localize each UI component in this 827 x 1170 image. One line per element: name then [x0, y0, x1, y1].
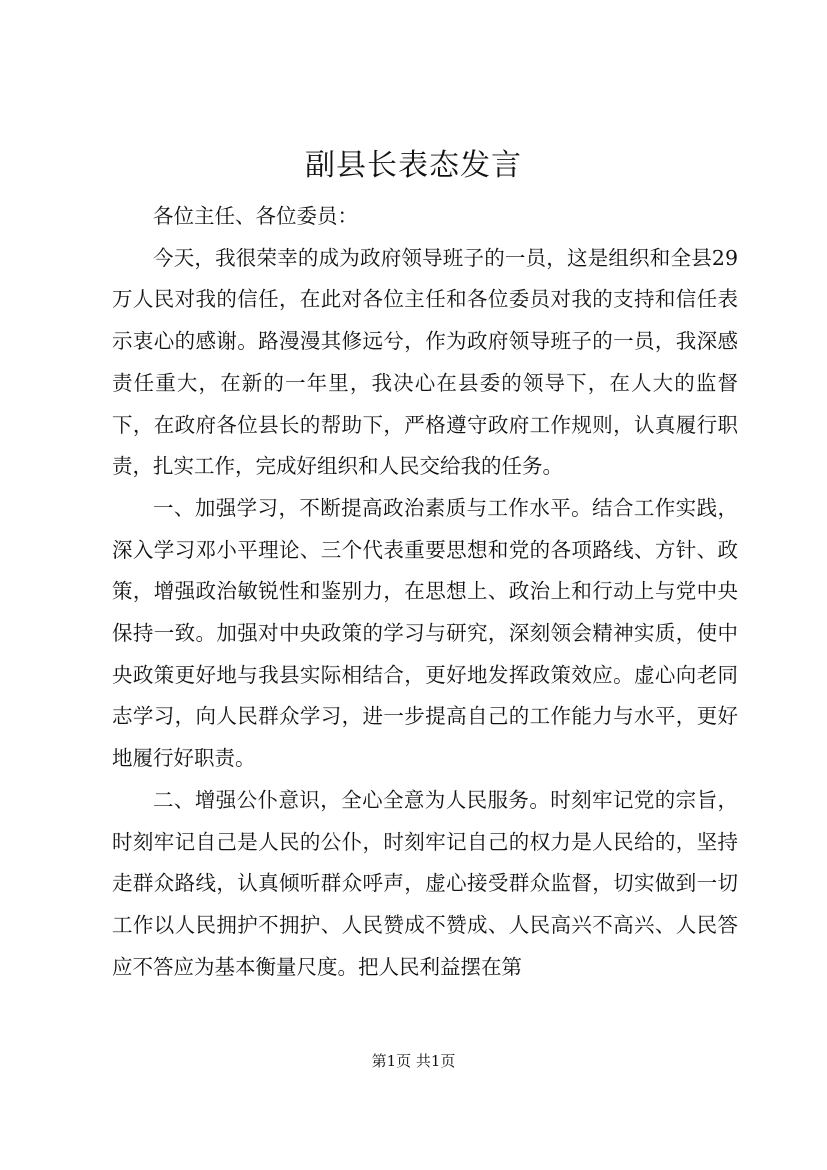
salutation: 各位主任、各位委员： [153, 204, 358, 228]
paragraph-intro: 今天，我很荣幸的成为政府领导班子的一员，这是组织和全县29万人民对我的信任，在此对各位主任和各位委员对我的支持和信任表示衷心的感谢。路漫漫其修远兮，作为政府领导班子的一员，我深感责任重大，在新的一年里，我决心在县委的领导下，在人大的监督下，在政府各位县长的帮助下，严格遵守政府工作规则，认真履行职责，扎实工作，完成好组织和人民交给我的任务。 [112, 245, 738, 479]
paragraph-service: 二、增强公仆意识，全心全意为人民服务。时刻牢记党的宗旨，时刻牢记自己是人民的公仆，时刻牢记自己的权力是人民给的，坚持走群众路线，认真倾听群众呼声，虚心接受群众监督，切实做到一切工作以人民拥护不拥护、人民赞成不赞成、人民高兴不高兴、人民答应不答应为基本衡量尺度。把人民利益摆在第 [112, 787, 738, 979]
page-footer: 第1页 共1页 [371, 1052, 456, 1070]
document-body [112, 196, 738, 988]
paragraph-study: 一、加强学习，不断提高政治素质与工作水平。结合工作实践，深入学习邓小平理论、三个代表重要思想和党的各项路线、方针、政策，增强政治敏锐性和鉴别力，在思想上、政治上和行动上与党中央保持一致。加强对中央政策的学习与研究，深刻领会精神实质，使中央政策更好地与我县实际相结合，更好地发挥政策效应。虚心向老同志学习，向人民群众学习，进一步提高自己的工作能力与水平，更好地履行好职责。 [112, 495, 738, 771]
document-title: 副县长表态发言 [305, 148, 522, 183]
